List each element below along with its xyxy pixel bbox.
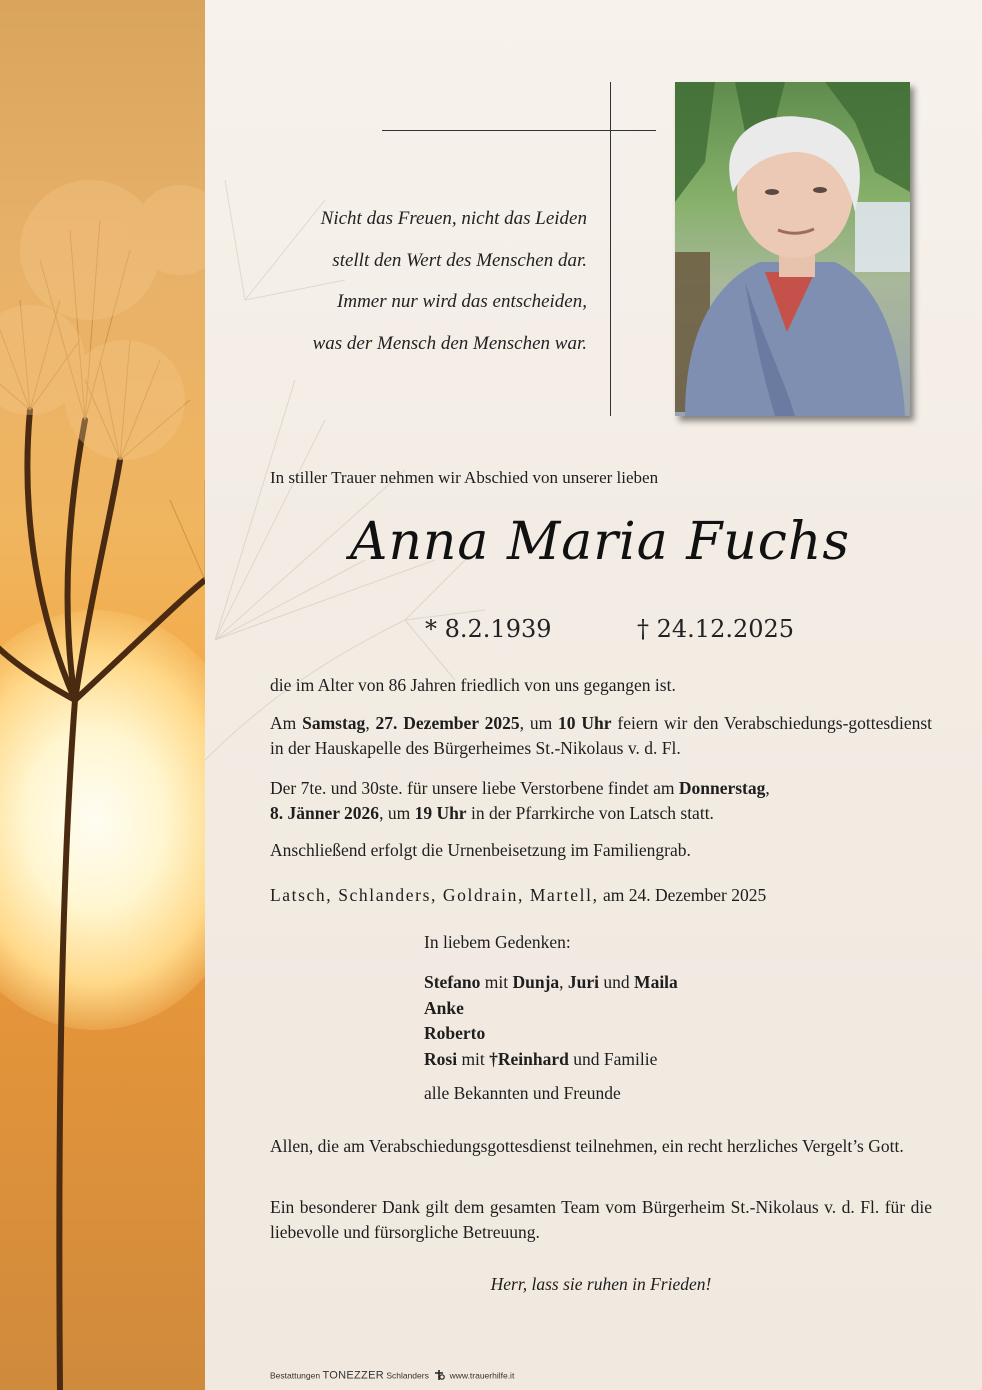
footer-suffix: Schlanders [383,1370,429,1381]
service-date: 27. Dezember 2025 [375,713,520,733]
family-list [424,970,678,1072]
cross-vertical-bar [610,82,611,416]
mass-text: Der 7te. und 30ste. für unsere liebe Verstorbene findet am [270,778,679,798]
thanks-guests: Allen, die am Verabschiedungsgottesdienst teilnehmen, ein recht herzliches Vergelt’s Gott. [270,1136,904,1156]
service-day: Samstag [302,713,366,733]
footer [270,1369,514,1383]
family-connector: mit [480,972,513,992]
mass-time: 19 Uhr [414,803,467,823]
mass-text: , um [379,803,415,823]
burial-text: Anschließend erfolgt die Urnenbeisetzung im Familiengrab. [270,840,691,860]
burial-paragraph [270,838,932,863]
place-towns: Latsch, Schlanders, Goldrain, Martell, [270,885,599,905]
age-text: die im Alter von 86 Jahren friedlich von uns gegangen ist. [270,675,676,695]
family-member: Juri [567,972,600,992]
family-member: Roberto [424,1023,486,1043]
friends-line: alle Bekannten und Freunde [424,1083,621,1103]
poem [230,198,587,364]
footer-brand: TONEZZER [322,1369,384,1382]
family-connector: mit [457,1048,490,1069]
closing-prayer: Herr, lass sie ruhen in Frieden! [490,1274,712,1294]
family-member: †Reinhard [489,1048,569,1069]
family-connector: und Familie [568,1048,658,1069]
service-text: feiern wir den Verabschiedungs-gottesdienst in der Hauskapelle des Bürgerheimes St.-Nikolaus v. d. Fl. [270,713,933,758]
service-paragraph [270,711,932,761]
sunset-dandelion-panel [0,0,205,1390]
family-line [424,1047,678,1073]
family-member: Dunja [512,972,560,992]
birth-date: * 8.2.1939 [425,615,552,643]
place-date-line [270,885,766,906]
thanks-team: Ein besonderer Dank gilt dem gesamten Team vom Bürgerheim St.-Nikolaus v. d. Fl. für die liebevolle und fürsorgliche Betreuung. [270,1197,932,1242]
family-member: Rosi [424,1048,458,1069]
mass-paragraph [270,776,932,826]
cross-horizontal-bar [382,130,656,131]
footer-prefix: Bestattungen [270,1370,323,1381]
family-member: Maila [634,972,678,992]
family-connector: und [599,972,635,992]
footer-url[interactable]: www.trauerhilfe.it [449,1370,515,1381]
family-member: Stefano [424,972,481,992]
family-line [424,970,678,996]
age-paragraph [270,673,932,698]
poem-line: was der Mensch den Menschen war. [312,332,587,354]
poem-line: stellt den Wert des Menschen dar. [332,249,587,271]
mass-text: in der Pfarrkirche von Latsch statt. [466,803,714,823]
family-connector: , [559,972,568,992]
service-text: , [365,713,376,733]
place-date: am 24. Dezember 2025 [598,885,767,905]
service-text: Am [270,713,303,733]
memory-heading: In liebem Gedenken: [424,932,571,952]
service-time: 10 Uhr [558,713,612,733]
service-text: , um [519,713,559,733]
mass-date: 8. Jänner 2026 [270,803,380,823]
poem-line: Immer nur wird das entscheiden, [337,291,587,312]
trauerhilfe-logo-icon [433,1369,445,1383]
mass-text: , [765,778,770,798]
portrait-illustration [675,82,910,416]
death-date: † 24.12.2025 [637,615,795,643]
portrait-photo [675,82,910,416]
poem-line: Nicht das Freuen, nicht das Leiden [320,208,587,229]
family-member: Anke [424,997,464,1018]
mass-day: Donnerstag [678,778,766,798]
dandelion-silhouette [0,0,205,1390]
deceased-name: Anna Maria Fuchs [349,512,851,572]
intro-text: In stiller Trauer nehmen wir Abschied von unserer lieben [270,468,659,487]
